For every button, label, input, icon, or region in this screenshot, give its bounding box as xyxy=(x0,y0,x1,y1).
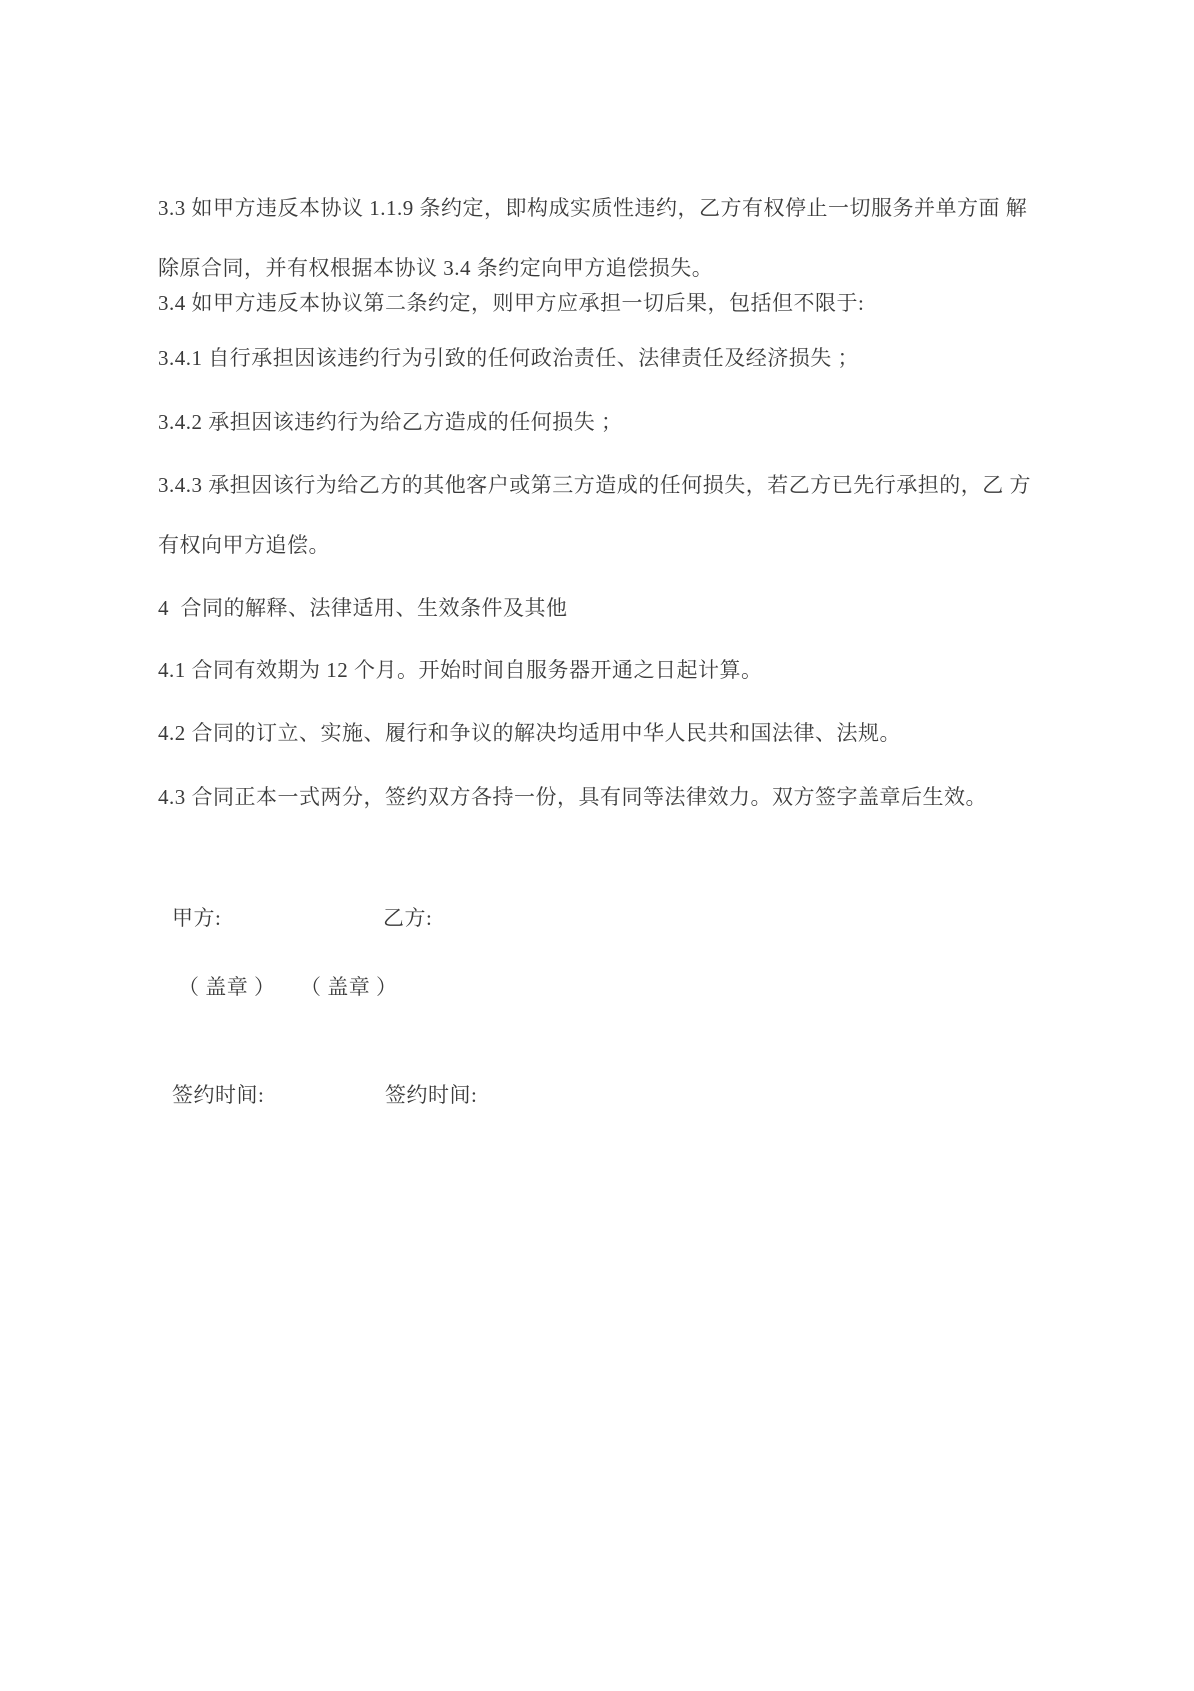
clause-3-4-3-line-2: 有权向甲方追偿。 xyxy=(158,533,330,557)
clause-3-4-3-line-1: 3.4.3 承担因该行为给乙方的其他客户或第三方造成的任何损失，若乙方已先行承担的，乙 方 xyxy=(158,473,1031,497)
clause-4-1: 4.1 合同有效期为 12 个月。开始时间自服务器开通之日起计算。 xyxy=(158,658,763,682)
party-a-seal-label: （ 盖章 ） xyxy=(178,975,276,999)
clause-3-3-line-1: 3.3 如甲方违反本协议 1.1.9 条约定，即构成实质性违约，乙方有权停止一切服务并单方面 解 xyxy=(158,196,1028,220)
party-b-seal-label: （ 盖章 ） xyxy=(300,975,398,999)
clause-3-3-line-2: 除原合同，并有权根据本协议 3.4 条约定向甲方追偿损失。 xyxy=(158,256,714,280)
party-a-label: 甲方: xyxy=(172,906,222,930)
clause-4-2: 4.2 合同的订立、实施、履行和争议的解决均适用中华人民共和国法律、法规。 xyxy=(158,721,901,745)
clause-3-4-2: 3.4.2 承担因该违约行为给乙方造成的任何损失 ； xyxy=(158,410,623,434)
clause-4-3: 4.3 合同正本一式两分，签约双方各持一份，具有同等法律效力。双方签字盖章后生效。 xyxy=(158,785,987,809)
clause-3-4: 3.4 如甲方违反本协议第二条约定，则甲方应承担一切后果，包括但不限于: xyxy=(158,291,865,315)
party-b-label: 乙方: xyxy=(383,906,433,930)
party-a-sign-date-label: 签约时间: xyxy=(172,1083,265,1107)
clause-3-4-1: 3.4.1 自行承担因该违约行为引致的任何政治责任、法律责任及经济损失 ； xyxy=(158,346,859,370)
section-4-heading: 4 合同的解释、法律适用、生效条件及其他 xyxy=(158,596,568,620)
party-b-sign-date-label: 签约时间: xyxy=(385,1083,478,1107)
